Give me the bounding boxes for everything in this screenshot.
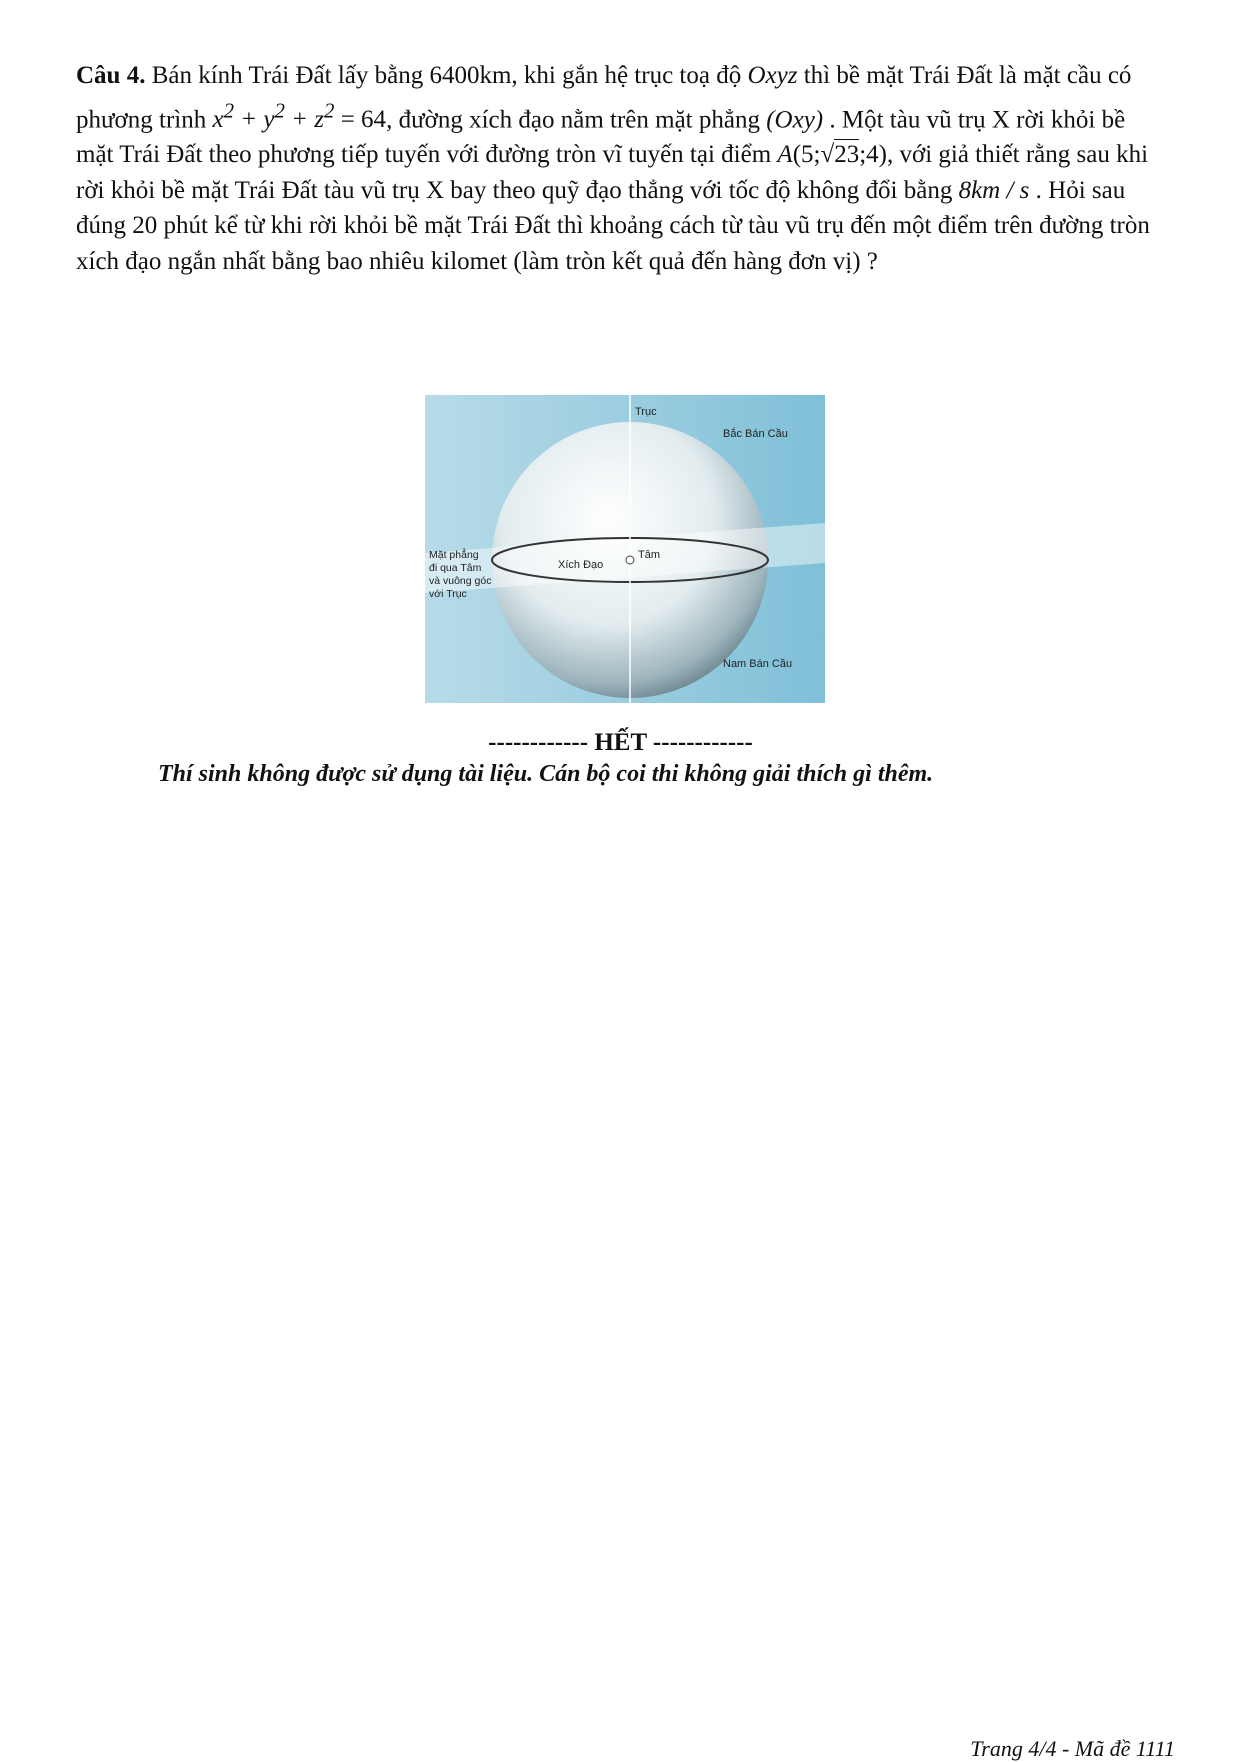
axis-label: Trục	[635, 406, 657, 418]
question-text: Bán kính Trái Đất lấy bằng 6400km, khi gắn hệ trục toạ độ	[145, 62, 748, 89]
plane-label-4: với Trục	[429, 588, 467, 600]
equator-label: Xích Đạo	[558, 559, 604, 571]
exam-note: Thí sinh không được sử dụng tài liệu. Cán bộ coi thi không giải thích gì thêm.	[158, 761, 934, 787]
center-label: Tâm	[638, 549, 660, 561]
question-text: , với giả thiết rằng sau khi rời khỏi bề mặt Trái Đất tàu vũ trụ X bay theo quỹ đạo thẳng với tốc độ không đổi bằng	[76, 141, 1149, 204]
question-label: Câu 4.	[76, 62, 146, 89]
question-text: . Một tàu vũ trụ X rời khỏi bề mặt Trái Đất theo phương tiếp tuyến với đường tròn vĩ tuyến tại điểm	[76, 105, 1126, 169]
sphere-diagram	[425, 395, 825, 703]
plane-label-1: Mặt phẳng	[429, 549, 479, 561]
north-label: Bắc Bán Cầu	[723, 428, 788, 440]
question-text: thì bề mặt Trái Đất là mặt cầu có phương trình	[76, 62, 1132, 133]
plane-label-2: đi qua Tâm	[429, 562, 482, 574]
center-point	[626, 556, 634, 564]
earth-figure	[425, 395, 825, 703]
speed-value: 8km / s	[958, 176, 1030, 204]
sphere-equation: $x^2 + y^2 + z^2 = 64$	[212, 98, 387, 133]
end-mark: ------------ HẾT ------------	[488, 729, 753, 756]
question-text: , đường xích đạo nằm trên mặt phẳng	[386, 105, 767, 133]
point-a: A(5;√23;4)	[777, 141, 887, 169]
south-label: Nam Bán Cầu	[723, 658, 793, 670]
plane-name: (Oxy)	[766, 105, 824, 133]
question-4	[76, 58, 1166, 279]
coordinate-system: Oxyz	[747, 62, 798, 89]
page-footer: Trang 4/4 - Mã đề 1111	[970, 1736, 1175, 1761]
plane-label-3: và vuông góc	[429, 575, 492, 587]
question-text: . Hỏi sau đúng 20 phút kể từ khi rời khỏi bề mặt Trái Đất thì khoảng cách từ tàu vũ trụ đến một điểm trên đường tròn xích đạo ngắn nhất bằng bao nhiêu kilomet (làm tròn kết quả đến hàng đơn vị) ?	[76, 176, 1150, 275]
